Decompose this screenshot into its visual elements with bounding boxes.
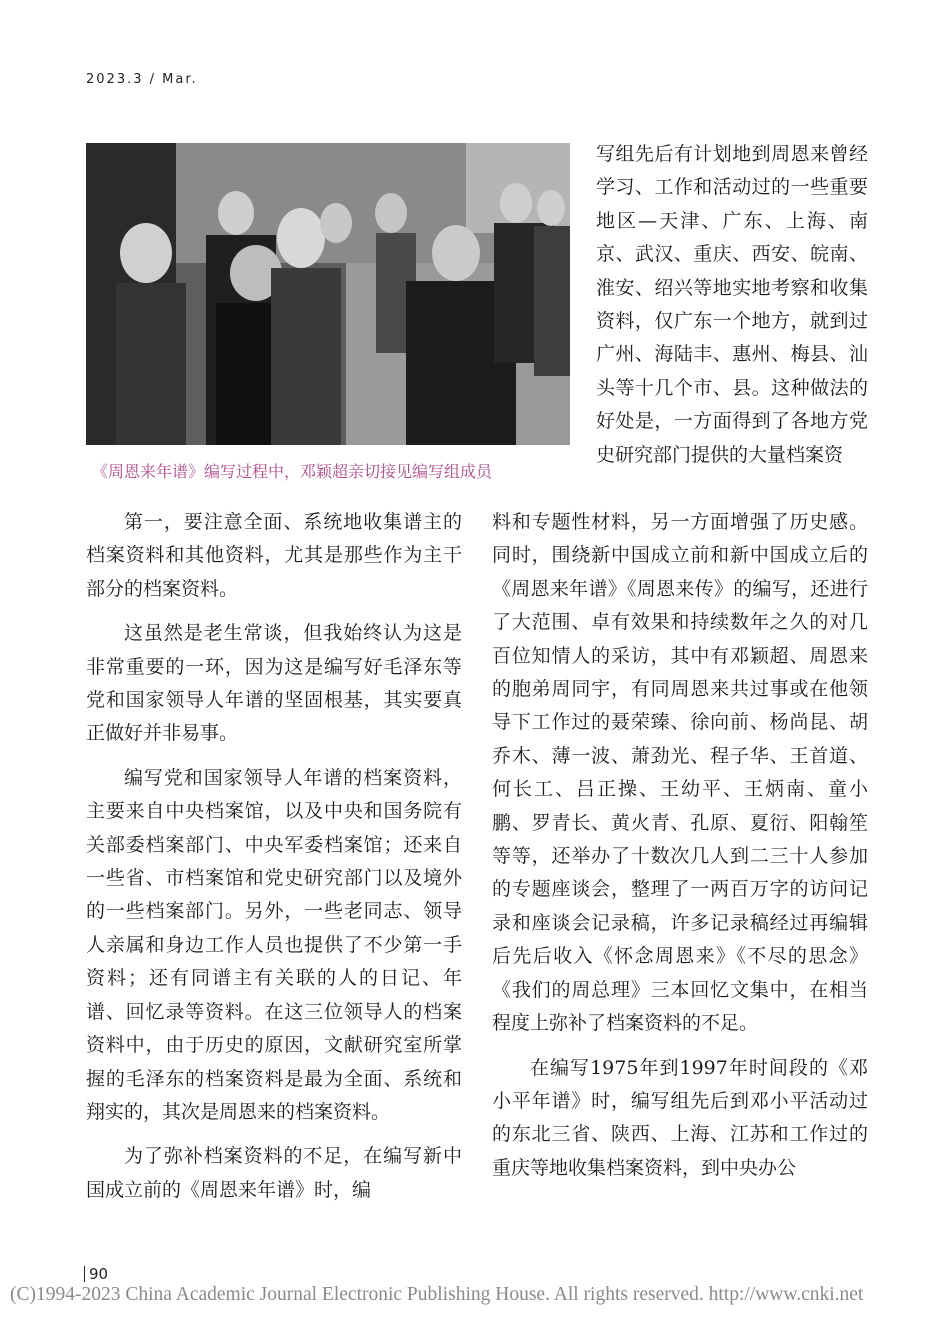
photo-image xyxy=(86,143,570,445)
paragraph: 写组先后有计划地到周恩来曾经学习、工作和活动过的一些重要地区—天津、广东、上海、南京、武汉、重庆、西安、皖南、淮安、绍兴等地实地考察和收集资料，仅广东一个地方，就到过广州、海陆丰、惠州、梅县、汕头等十几个市、县。这种做法的好处是，一方面得到了各地方党史研究部门提供的大量档案资 xyxy=(596,143,868,466)
photo-caption: 《周恩来年谱》编写过程中，邓颖超亲切接见编写组成员 xyxy=(92,462,493,481)
issue-date: 2023.3 / Mar. xyxy=(86,72,198,87)
right-column-top xyxy=(596,138,868,483)
paragraph: 在编写1975年到1997年时间段的《邓小平年谱》时，编写组先后到邓小平活动过的东北三省、陕西、上海、江苏和工作过的重庆等地收集档案资料，到中央办公 xyxy=(492,1056,868,1179)
paragraph: 为了弥补档案资料的不足，在编写新中国成立前的《周恩来年谱》时，编 xyxy=(86,1145,462,1201)
group-meeting-photo xyxy=(86,143,570,445)
paragraph: 这虽然是老生常谈，但我始终认为这是非常重要的一环，因为这是编写好毛泽东等党和国家领导人年谱的坚固根基，其实要真正做好并非易事。 xyxy=(86,622,462,745)
left-column xyxy=(86,506,462,1218)
right-column-bottom xyxy=(492,506,868,1196)
copyright-notice: (C)1994-2023 China Academic Journal Electronic Publishing House. All rights reserved. http://www.cnki.net xyxy=(10,1284,864,1305)
paragraph: 第一，要注意全面、系统地收集谱主的档案资料和其他资料，尤其是那些作为主干部分的档案资料。 xyxy=(86,511,462,600)
page-number: 90 xyxy=(84,1266,108,1282)
paragraph: 编写党和国家领导人年谱的档案资料，主要来自中央档案馆，以及中央和国务院有关部委档案部门、中央军委档案馆；还来自一些省、市档案馆和党史研究部门以及境外的一些档案部门。另外，一些老同志、领导人亲属和身边工作人员也提供了不少第一手资料；还有同谱主有关联的人的日记、年谱、回忆录等资料。在这三位领导人的档案资料中，由于历史的原因，文献研究室所掌握的毛泽东的档案资料是最为全面、系统和翔实的，其次是周恩来的档案资料。 xyxy=(86,766,462,1123)
paragraph: 料和专题性材料，另一方面增强了历史感。同时，围绕新中国成立前和新中国成立后的《周恩来年谱》《周恩来传》的编写，还进行了大范围、卓有效果和持续数年之久的对几百位知情人的采访，其中有邓颖超、周恩来的胞弟周同宇，有同周恩来共过事或在他领导下工作过的聂荣臻、徐向前、杨尚昆、胡乔木、薄一波、萧劲光、程子华、王首道、何长工、吕正操、王幼平、王炳南、童小鹏、罗青长、黄火青、孔原、夏衍、阳翰笙等等，还举办了十数次几人到二三十人参加的专题座谈会，整理了一两百万字的访问记录和座谈会记录稿，许多记录稿经过再编辑后先后收入《怀念周恩来》《不尽的思念》《我们的周总理》三本回忆文集中，在相当程度上弥补了档案资料的不足。 xyxy=(492,511,868,1035)
